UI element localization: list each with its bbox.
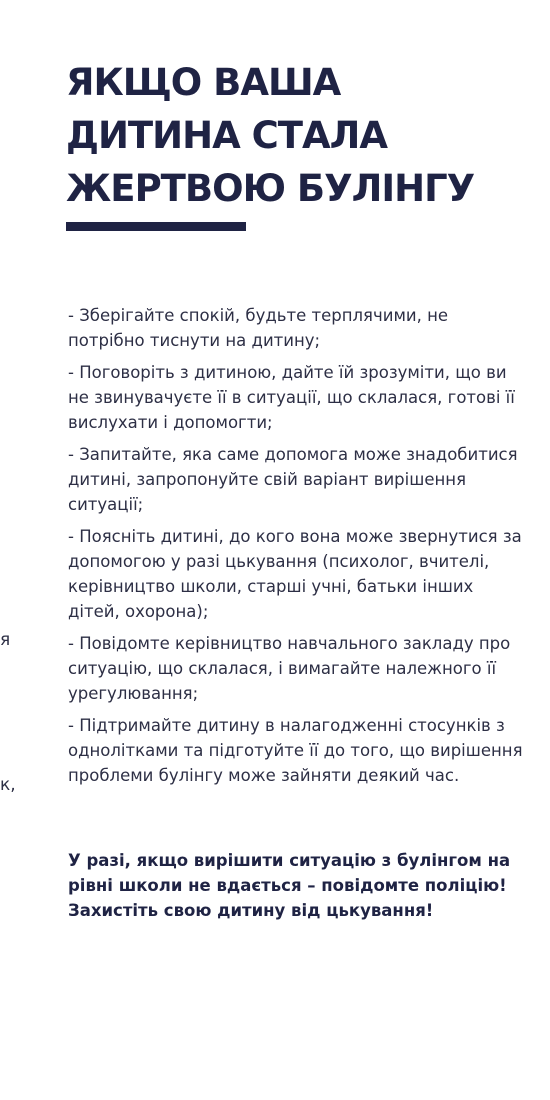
cut-off-text-fragment: к, [0,775,16,795]
tips-list [68,303,528,795]
tip-item: - Поговоріть з дитиною, дайте їй зрозуміти, що ви не звинувачуєте її в ситуації, що склалася, готові її вислухати і допомогти; [68,363,515,432]
title-line-2: ДИТИНА СТАЛА [66,114,387,157]
tip-item: - Підтримайте дитину в налагодженні стосунків з однолітками та підготуйте її до того, що вирішення проблеми булінгу може зайняти деякий час. [68,716,523,785]
page-title [66,56,536,215]
title-underline [66,222,246,231]
tip-item: - Повідомте керівництво навчального закладу про ситуацію, що склалася, і вимагайте належного її урегулювання; [68,634,511,703]
tip-item: - Зберігайте спокій, будьте терплячими, не потрібно тиснути на дитину; [68,306,449,350]
title-line-1: ЯКЩО ВАША [66,61,341,104]
tip-item: - Запитайте, яка саме допомога може знадобитися дитині, запропонуйте свій варіант вирішення ситуації; [68,445,518,514]
cut-off-text-fragment: я [0,630,11,650]
title-line-3: ЖЕРТВОЮ БУЛІНГУ [66,167,475,210]
closing-call-to-action: У разі, якщо вирішити ситуацію з булінгом на рівні школи не вдається – повідомте поліцію! Захистіть свою дитину від цькування! [68,851,511,920]
tip-item: - Поясніть дитині, до кого вона може звернутися за допомогою у разі цькування (психолог, вчителі, керівництво школи, старші учні, батьки інших дітей, охорона); [68,527,522,621]
